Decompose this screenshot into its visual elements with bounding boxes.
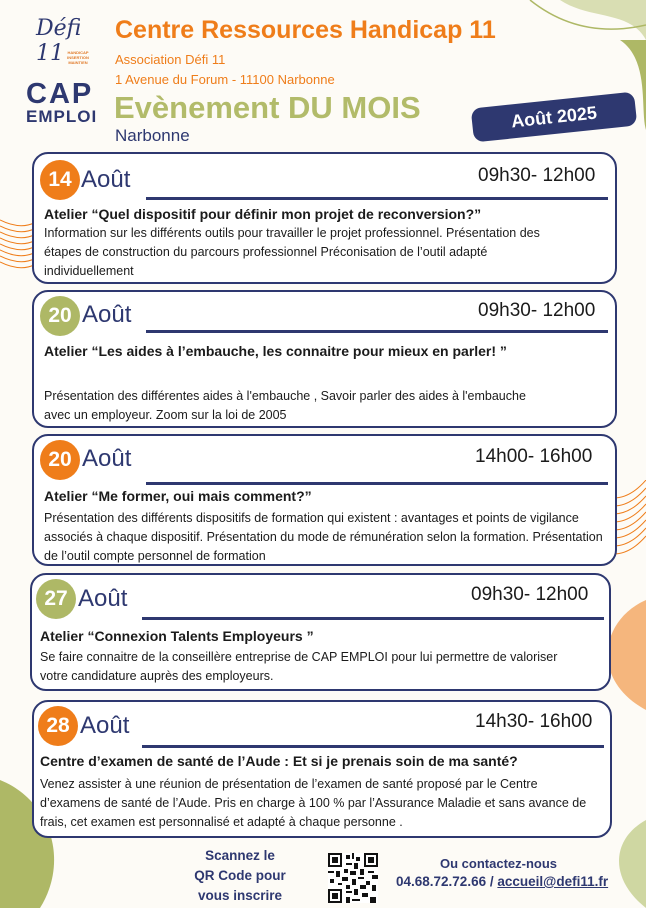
event-description: Information sur les différents outils pour travailler le projet professionnel. Présentation des étapes de construction du parcours professionnel Préconisation de l’outil adapté individuellement [44, 226, 540, 278]
page-title: Centre Ressources Handicap 11 [115, 16, 496, 44]
event-time: 09h30- 12h00 [478, 165, 596, 186]
event-card [32, 152, 617, 284]
event-description: Présentation des différentes aides à l'embauche , Savoir parler des aides à l'embauche avec un employeur. Zoom sur la loi de 2005 [44, 389, 526, 422]
divider [146, 330, 608, 333]
association-name: Association Défi 11 [115, 52, 226, 67]
event-city: Narbonne [115, 126, 190, 145]
event-title: Atelier “Me former, oui mais comment?” [44, 488, 312, 504]
event-title: Atelier “Quel dispositif pour définir mon projet de reconversion?” [44, 206, 482, 222]
event-day-badge: 20 [40, 296, 80, 336]
event-description: Venez assister à une réunion de présentation de l’examen de santé proposé par le Centre d’examens de santé de l’Aude. Pris en charge à 100 % par l’Assurance Maladie et sans avance de frais, cet examen est personnalisé et adapté à chaque personne . [40, 777, 587, 829]
month-badge: Août 2025 [471, 92, 638, 143]
event-description: Présentation des différents dispositifs de formation qui existent : avantages et points de vigilance associés à chaque dispositif. Présentation du mode de rémunération selon la formation. Présentation de l’outil compte personnel de formation [44, 511, 603, 563]
event-month: Août [82, 445, 132, 472]
logo-cap-text: CAP [26, 78, 94, 110]
contact-line [396, 874, 608, 889]
event-title: Centre d’examen de santé de l’Aude : Et si je prenais soin de ma santé? [40, 753, 518, 769]
event-card [32, 434, 617, 566]
event-description: Se faire connaitre de la conseillère entreprise de CAP EMPLOI pour lui permettre de valoriser votre candidature auprès des employeurs. [40, 650, 558, 683]
event-day-badge: 28 [38, 706, 78, 746]
divider [142, 617, 604, 620]
event-heading: Evènement DU MOIS [114, 90, 421, 125]
defi11-tagline: HANDICAP INSERTION MAINTIEN [67, 50, 89, 65]
qr-code-icon[interactable] [328, 853, 378, 903]
qr-instructions: Scannez le QR Code pour vous inscrire [194, 848, 286, 903]
event-month: Août [78, 585, 128, 612]
event-day-badge: 14 [40, 160, 80, 200]
event-time: 14h30- 16h00 [475, 711, 593, 732]
contact-heading: Ou contactez-nous [440, 856, 558, 871]
event-time: 14h00- 16h00 [475, 446, 593, 467]
event-time: 09h30- 12h00 [478, 300, 596, 321]
event-time: 09h30- 12h00 [471, 584, 589, 605]
event-day-badge: 27 [36, 579, 76, 619]
defi11-logo: Défi 11 HANDICAP INSERTION MAINTIEN [24, 8, 104, 78]
contact-phone[interactable]: 04.68.72.72.66 [396, 874, 487, 889]
event-card [32, 290, 617, 428]
logo-emploi-text: EMPLOI [26, 107, 98, 126]
event-month: Août [80, 712, 130, 739]
contact-email-link[interactable]: accueil@defi11.fr [497, 874, 609, 889]
event-title: Atelier “Connexion Talents Employeurs ” [40, 628, 314, 644]
event-card [32, 700, 612, 838]
contact-separator: / [489, 874, 494, 889]
divider [146, 197, 608, 200]
association-address: 1 Avenue du Forum - 11100 Narbonne [115, 72, 335, 87]
cap-emploi-logo [26, 80, 106, 126]
event-day-badge: 20 [40, 440, 80, 480]
divider [142, 745, 604, 748]
event-card [30, 573, 611, 691]
event-month: Août [82, 301, 132, 328]
event-title: Atelier “Les aides à l’embauche, les connaitre pour mieux en parler! ” [44, 343, 507, 359]
event-month: Août [81, 166, 131, 193]
